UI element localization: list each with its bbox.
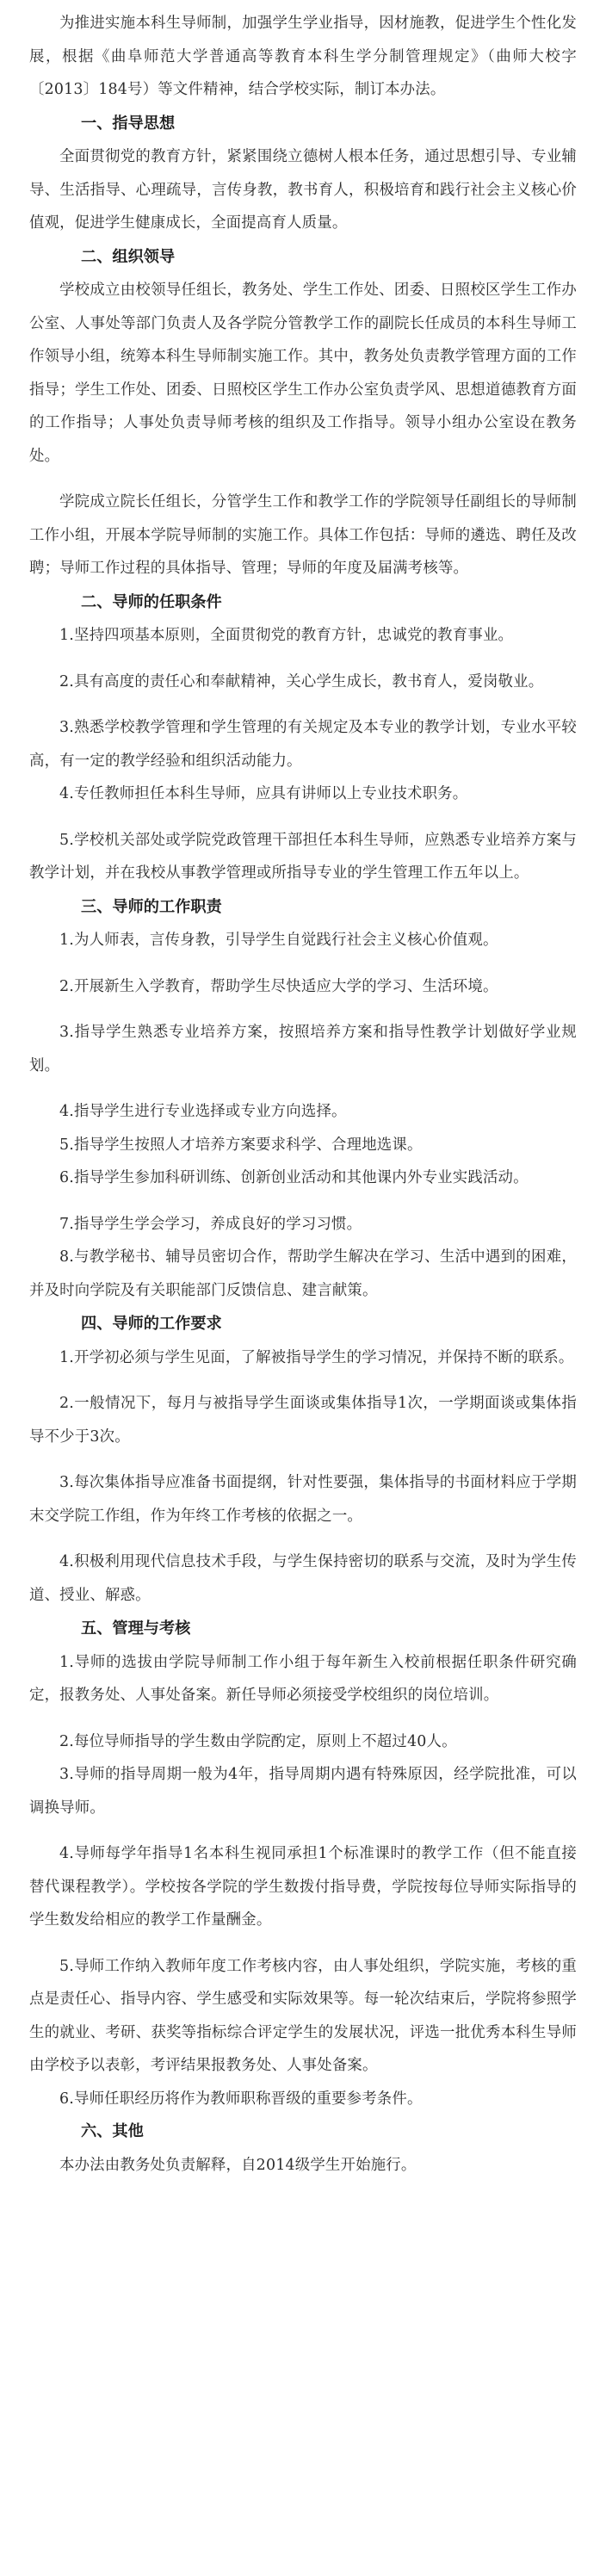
list-item: 4.积极利用现代信息技术手段，与学生保持密切的联系与交流，及时为学生传道、授业、解惑。: [29, 1553, 577, 1604]
section-heading-guiding-thought: 一、指导思想: [81, 114, 176, 133]
list-item: 3.每次集体指导应准备书面提纲，针对性要强，集体指导的书面材料应于学期末交学院工作组，作为年终工作考核的依据之一。: [29, 1474, 577, 1525]
list-item: 1.开学初必须与学生见面，了解被指导学生的学习情况，并保持不断的联系。: [59, 1348, 574, 1366]
section-heading-other: 六、其他: [81, 2122, 144, 2140]
list-item: 6.导师任职经历将作为教师职称晋级的重要参考条件。: [59, 2090, 423, 2108]
paragraph: 学校成立由校领导任组长，教务处、学生工作处、团委、日照校区学生工作办公室、人事处等部门负责人及各学院分管教学工作的副院长任成员的本科生导师工作领导小组，统筹本科生导师制实施工作。其中，教务处负责教学管理方面的工作指导；学生工作处、团委、日照校区学生工作办公室负责学风、思想道德教育方面的工作指导；人事处负责导师考核的组织及工作指导。领导小组办公室设在教务处。: [29, 282, 577, 465]
list-item: 3.熟悉学校教学管理和学生管理的有关规定及本专业的教学计划，专业水平较高，有一定的教学经验和组织活动能力。: [29, 719, 577, 770]
paragraph: 本办法由教务处负责解释，自2014级学生开始施行。: [59, 2156, 417, 2174]
list-item: 2.每位导师指导的学生数由学院酌定，原则上不超过40人。: [59, 1732, 457, 1750]
section-heading-duties: 三、导师的工作职责: [81, 897, 222, 916]
list-item: 4.专任教师担任本科生导师，应具有讲师以上专业技术职务。: [59, 785, 468, 802]
list-item: 8.与教学秘书、辅导员密切合作，帮助学生解决在学习、生活中遇到的困难，并及时向学院及有关职能部门反馈信息、建言献策。: [29, 1248, 577, 1299]
list-item: 1.为人师表，言传身教，引导学生自觉践行社会主义核心价值观。: [59, 932, 498, 949]
list-item: 3.指导学生熟悉专业培养方案，按照培养方案和指导性教学计划做好学业规划。: [29, 1024, 577, 1074]
list-item: 4.导师每学年指导1名本科生视同承担1个标准课时的教学工作（但不能直接替代课程教学）。学校按各学院的学生数拨付指导费，学院按每位导师实际指导的学生数发给相应的教学工作量酬金。: [29, 1845, 577, 1929]
list-item: 4.指导学生进行专业选择或专业方向选择。: [59, 1103, 347, 1120]
list-item: 1.导师的选拔由学院导师制工作小组于每年新生入校前根据任职条件研究确定，报教务处、人事处备案。新任导师必须接受学校组织的岗位培训。: [29, 1653, 577, 1704]
list-item: 7.指导学生学会学习，养成良好的学习习惯。: [59, 1215, 362, 1233]
list-item: 3.导师的指导周期一般为4年，指导周期内遇有特殊原因，经学院批准，可以调换导师。: [29, 1766, 577, 1817]
intro-paragraph: 为推进实施本科生导师制，加强学生学业指导，因材施教，促进学生个性化发展，根据《曲阜师范大学普通高等教育本科生学分制管理规定》（曲师大校字〔2013〕184号）等文件精神，结合学校实际，制订本办法。: [29, 15, 577, 98]
paragraph: 全面贯彻党的教育方针，紧紧围绕立德树人根本任务，通过思想引导、专业辅导、生活指导、心理疏导，言传身教，教书育人，积极培育和践行社会主义核心价值观，促进学生健康成长，全面提高育人质量。: [29, 148, 577, 232]
list-item: 2.一般情况下，每月与被指导学生面谈或集体指导1次，一学期面谈或集体指导不少于3次。: [29, 1395, 577, 1446]
list-item: 2.具有高度的责任心和奉献精神，关心学生成长，教书育人，爱岗敬业。: [59, 672, 544, 690]
list-item: 1.坚持四项基本原则，全面贯彻党的教育方针，忠诚党的教育事业。: [59, 627, 514, 644]
list-item: 5.导师工作纳入教师年度工作考核内容，由人事处组织，学院实施，考核的重点是责任心、指导内容、学生感受和实际效果等。每一轮次结束后，学院将参照学生的就业、考研、获奖等指标综合评定学生的发展状况，评选一批优秀本科生导师由学校予以表彰，考评结果报教务处、人事处备案。: [29, 1957, 577, 2074]
list-item: 5.指导学生按照人才培养方案要求科学、合理地选课。: [59, 1136, 423, 1154]
section-heading-management: 五、管理与考核: [81, 1619, 191, 1638]
section-heading-requirements: 四、导师的工作要求: [81, 1315, 222, 1333]
paragraph: 学院成立院长任组长，分管学生工作和教学工作的学院领导任副组长的导师制工作小组，开展本学院导师制的实施工作。具体工作包括：导师的遴选、聘任及改聘；导师工作过程的具体指导、管理；导师的年度及届满考核等。: [29, 493, 577, 577]
list-item: 2.开展新生入学教育，帮助学生尽快适应大学的学习、生活环境。: [59, 977, 498, 995]
list-item: 5.学校机关部处或学院党政管理干部担任本科生导师，应熟悉专业培养方案与教学计划，并在我校从事教学管理或所指导专业的学生管理工作五年以上。: [29, 831, 577, 882]
list-item: 6.指导学生参加科研训练、创新创业活动和其他课内外专业实践活动。: [59, 1169, 529, 1186]
section-heading-qualifications: 二、导师的任职条件: [81, 592, 222, 611]
section-heading-organization: 二、组织领导: [81, 247, 176, 266]
